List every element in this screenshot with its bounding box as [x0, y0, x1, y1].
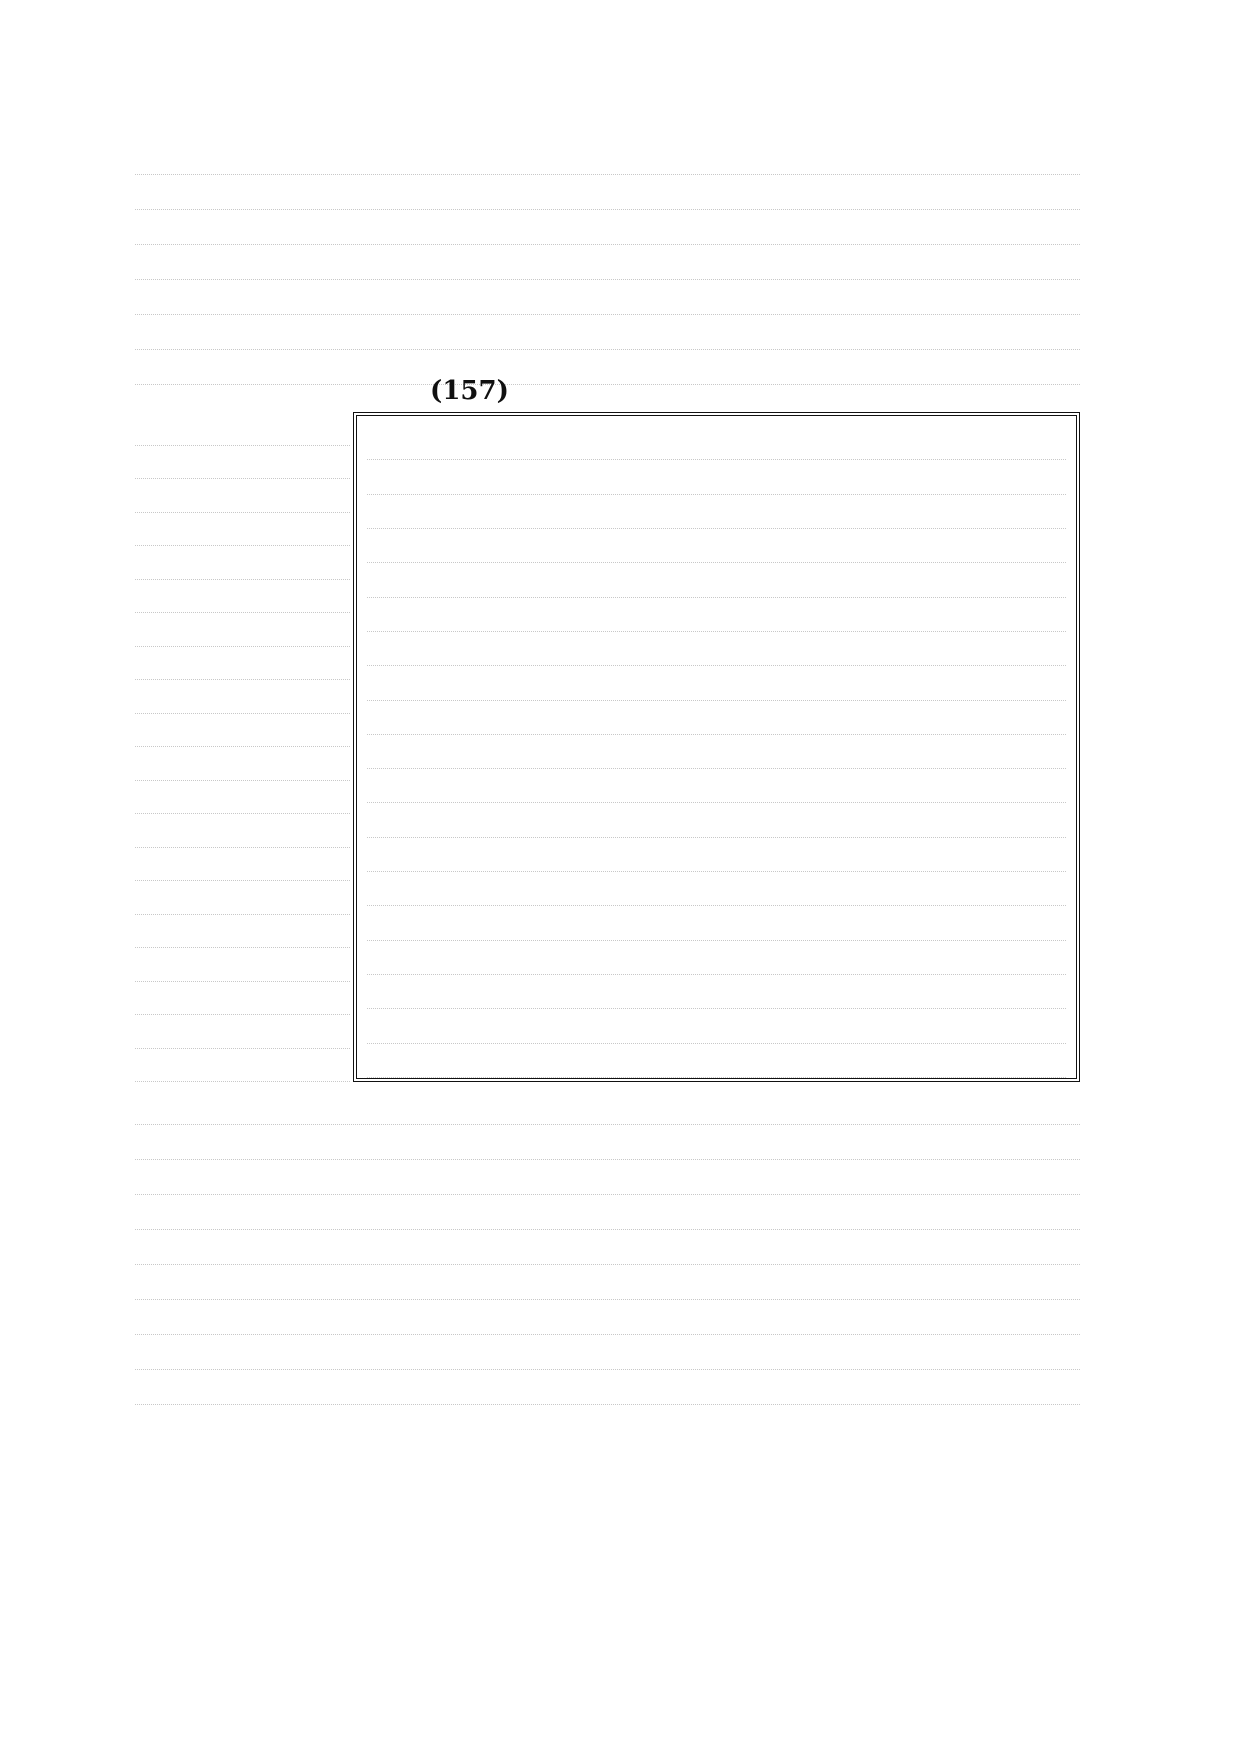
text-line: [367, 872, 1066, 906]
text-line: [135, 747, 350, 781]
text-line: [135, 881, 350, 915]
text-line: [135, 982, 350, 1016]
text-line: [135, 1230, 1080, 1265]
text-line: [135, 1015, 350, 1049]
text-line: [135, 714, 350, 748]
margin-column: [135, 412, 350, 1082]
text-line: [367, 460, 1066, 494]
text-line: [367, 906, 1066, 940]
text-line: [135, 350, 1080, 385]
text-line: [135, 647, 350, 681]
text-line: [135, 613, 350, 647]
text-line: [367, 1044, 1066, 1078]
text-line: [135, 848, 350, 882]
text-line: [135, 814, 350, 848]
text-line: [135, 175, 1080, 210]
text-line: [135, 140, 1080, 175]
bottom-commentary: [135, 1090, 1080, 1405]
text-line: [135, 948, 350, 982]
text-line: [135, 1370, 1080, 1405]
text-line: [135, 315, 1080, 350]
text-line: [367, 563, 1066, 597]
text-line: [367, 838, 1066, 872]
text-line: [367, 769, 1066, 803]
text-line: [135, 479, 350, 513]
text-line: [135, 446, 350, 480]
text-line: [367, 803, 1066, 837]
text-line: [135, 1049, 350, 1083]
text-line: [135, 1160, 1080, 1195]
framed-section: [135, 412, 1080, 1082]
text-line: [367, 975, 1066, 1009]
text-line: [367, 701, 1066, 735]
text-line: [367, 941, 1066, 975]
text-line: [135, 580, 350, 614]
text-line: [135, 210, 1080, 245]
text-line: [367, 495, 1066, 529]
top-commentary: [135, 140, 1080, 385]
text-line: [135, 1195, 1080, 1230]
text-line: [367, 598, 1066, 632]
text-line: [135, 513, 350, 547]
text-line: [135, 680, 350, 714]
text-line: [367, 1009, 1066, 1043]
main-text-frame: [353, 412, 1080, 1082]
text-line: [135, 1125, 1080, 1160]
text-line: [135, 915, 350, 949]
text-line: [367, 426, 1066, 460]
page-number: (157): [430, 376, 509, 406]
text-line: [135, 1300, 1080, 1335]
text-line: [367, 632, 1066, 666]
text-line: [135, 280, 1080, 315]
text-line: [367, 735, 1066, 769]
text-line: [367, 666, 1066, 700]
text-line: [135, 412, 350, 446]
text-line: [135, 1265, 1080, 1300]
text-line: [135, 546, 350, 580]
text-line: [367, 529, 1066, 563]
text-line: [135, 781, 350, 815]
text-line: [135, 245, 1080, 280]
text-line: [135, 1090, 1080, 1125]
text-line: [135, 1335, 1080, 1370]
